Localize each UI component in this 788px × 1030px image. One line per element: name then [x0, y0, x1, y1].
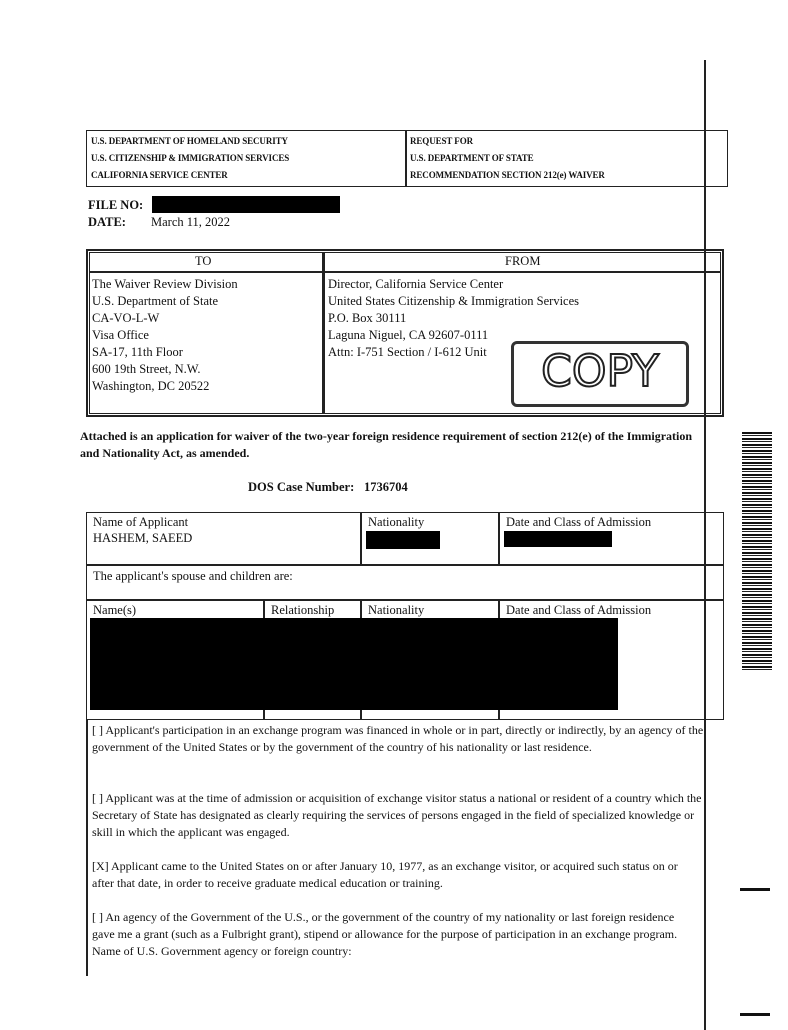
file-no-label: FILE NO:	[88, 198, 144, 212]
barcode	[742, 432, 772, 670]
header-left-line-2: U.S. CITIZENSHIP & IMMIGRATION SERVICES	[91, 153, 290, 163]
statements-left-rule	[86, 720, 88, 976]
from-line-3: P.O. Box 30111	[328, 311, 407, 325]
header-left-line-1: U.S. DEPARTMENT OF HOMELAND SECURITY	[91, 136, 288, 146]
header-left-line-3: CALIFORNIA SERVICE CENTER	[91, 170, 228, 180]
to-from-divider	[322, 252, 325, 414]
to-line-2: U.S. Department of State	[92, 294, 219, 308]
statement-2: [ ] Applicant was at the time of admission or acquisition of exchange visitor status a national or resident of a country which the Secretary of State has designated as clearly requiring the services of persons engaged in the field of specialized knowledge or skill in which the applicant was engaged.	[92, 791, 702, 839]
header-right-line-3: RECOMMENDATION SECTION 212(e) WAIVER	[410, 170, 605, 180]
applicant-row-rule	[86, 564, 724, 566]
applicant-name-label: Name of Applicant	[93, 515, 189, 529]
margin-mark-2	[740, 1013, 770, 1016]
family-redaction	[90, 618, 618, 710]
to-line-7: Washington, DC 20522	[92, 379, 210, 393]
date-value: March 11, 2022	[151, 215, 231, 229]
applicant-admission-label: Date and Class of Admission	[506, 515, 652, 529]
family-header-admission: Date and Class of Admission	[506, 603, 652, 617]
date-label: DATE:	[88, 215, 126, 229]
to-line-3: CA-VO-L-W	[92, 311, 160, 325]
intro-text: Attached is an application for waiver of the two-year foreign residence requirement of section 212(e) of the Immigration and Nationality Act, as amended.	[80, 429, 693, 460]
copy-stamp: COPY	[511, 341, 689, 407]
applicant-col-rule-1	[360, 512, 362, 564]
margin-mark-1	[740, 888, 770, 891]
family-header-names: Name(s)	[93, 603, 137, 617]
to-from-header-rule	[89, 271, 721, 273]
spouse-label: The applicant's spouse and children are:	[93, 569, 293, 583]
statement-3: [X] Applicant came to the United States on or after January 10, 1977, as an exchange visitor, or acquired such status on or after that date, in order to receive graduate medical education or training.	[92, 859, 678, 890]
header-right-line-2: U.S. DEPARTMENT OF STATE	[410, 153, 534, 163]
to-header: TO	[195, 254, 212, 268]
to-line-4: Visa Office	[92, 328, 149, 342]
dos-case-label: DOS Case Number:	[248, 480, 355, 494]
applicant-name: HASHEM, SAEED	[93, 531, 193, 545]
applicant-col-rule-2	[498, 512, 500, 564]
header-divider	[405, 130, 407, 187]
from-line-5: Attn: I-751 Section / I-612 Unit	[328, 345, 487, 359]
from-line-4: Laguna Niguel, CA 92607-0111	[328, 328, 489, 342]
page-right-edge	[704, 60, 706, 1030]
from-line-2: United States Citizenship & Immigration Services	[328, 294, 580, 308]
file-no-redaction	[152, 196, 340, 213]
applicant-admission-redaction	[504, 531, 612, 547]
to-line-6: 600 19th Street, N.W.	[92, 362, 201, 376]
to-line-1: The Waiver Review Division	[92, 277, 238, 291]
header-right-line-1: REQUEST FOR	[410, 136, 473, 146]
from-header: FROM	[505, 254, 541, 268]
family-header-nationality: Nationality	[368, 603, 425, 617]
statement-1: [ ] Applicant's participation in an exchange program was financed in whole or in part, directly or indirectly, by an agency of the government of the United States or by the government of the country of his nationality or last residence.	[92, 723, 704, 754]
dos-case-number: 1736704	[364, 480, 408, 494]
family-header-relationship: Relationship	[271, 603, 335, 617]
from-line-1: Director, California Service Center	[328, 277, 504, 291]
applicant-nationality-label: Nationality	[368, 515, 425, 529]
applicant-nationality-redaction	[366, 531, 440, 549]
statement-4: [ ] An agency of the Government of the U.S., or the government of the country of my nationality or last foreign residence gave me a grant (such as a Fulbright grant), stipend or allowance for the purpose of participation in an exchange program. Name of U.S. Government agency or foreign country:	[92, 910, 678, 958]
to-line-5: SA-17, 11th Floor	[92, 345, 183, 359]
